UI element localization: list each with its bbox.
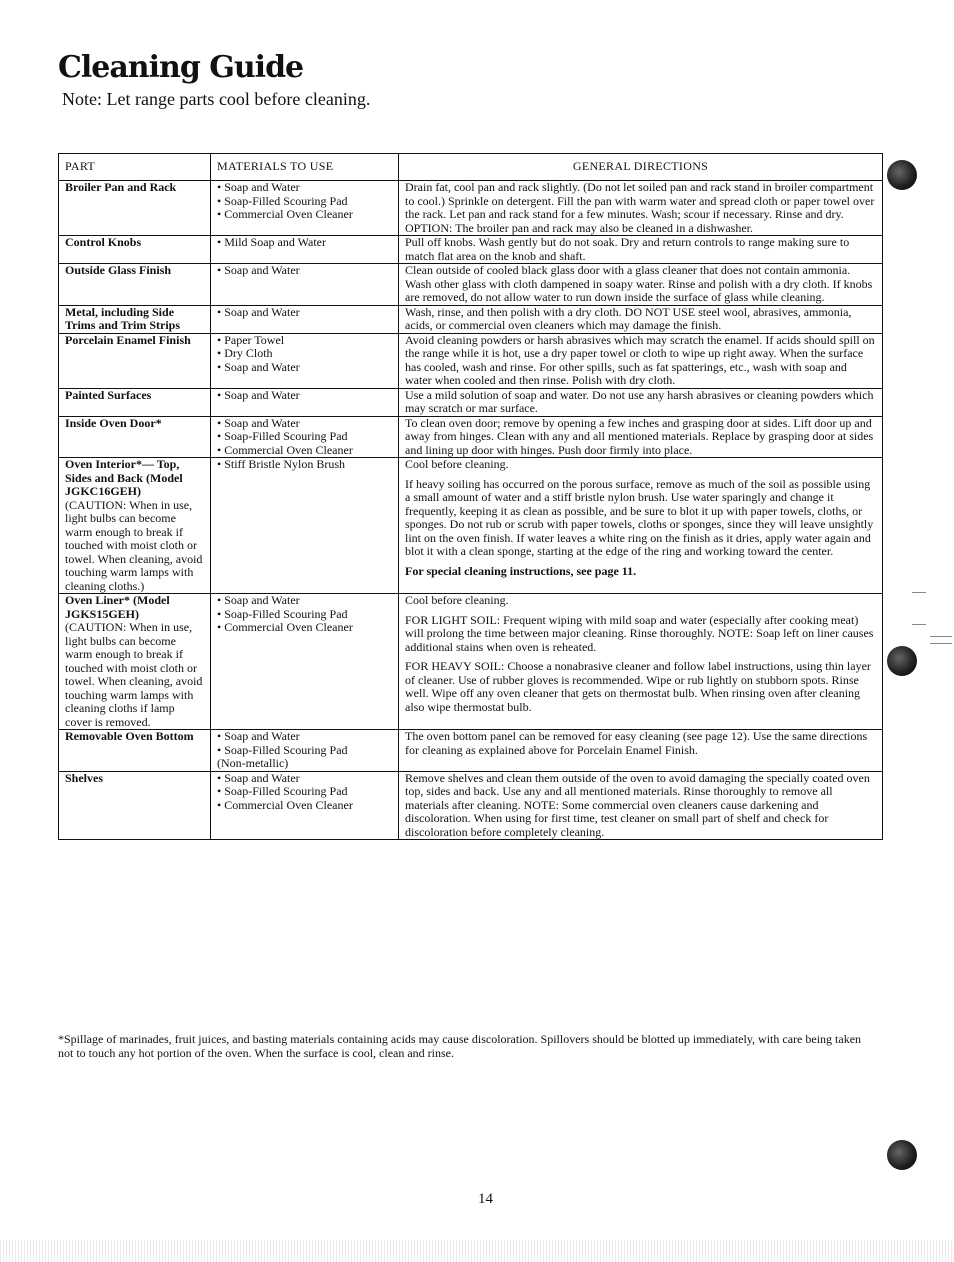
directions-cell: [399, 333, 883, 388]
header-materials: MATERIALS TO USE: [211, 154, 399, 181]
materials-cell: [211, 771, 399, 840]
material-item: • Mild Soap and Water: [217, 235, 326, 249]
part-name: Outside Glass Finish: [65, 263, 172, 277]
part-cell: [59, 264, 211, 306]
part-name: Painted Surfaces: [65, 387, 152, 402]
materials-cell: [211, 236, 399, 264]
part-name: Inside Oven Door*: [65, 415, 162, 430]
part-cell: [59, 181, 211, 236]
part-name: Control Knobs: [65, 235, 142, 249]
page-note: Note: Let range parts cool before cleaning.: [62, 89, 371, 109]
directions-cell: [399, 181, 883, 236]
direction-paragraph: If heavy soiling has occurred on the porous surface, remove as much of the soil as possible using a small amount of water and a stiff bristle nylon brush. Use water sparingly and change it frequently, keeping it as clean as possible, and be sure to blot it up with paper towels, cloths, or sponges. Do not rub or scrub with paper towels, cloths or sponges, since they will leave unsightly lint on the oven finish. If water leaves a white ring on the finish as it dries, apply water again and blot it with a clean sponge, starting at the edge of the ring and working toward the center.: [405, 476, 874, 558]
material-item: • Soap and Water: [217, 304, 300, 319]
part-caution: (CAUTION: When in use, light bulbs can become warm enough to break if touched with moist cloth or towel. When cleaning, avoid touching warm lamps with cleaning cloths if lamp cover is removed.: [65, 620, 203, 729]
table-body: [59, 181, 883, 840]
material-item: • Soap and Water: [217, 359, 300, 374]
directions-cell: [399, 305, 883, 333]
material-item: • Soap-Filled Scouring Pad: [217, 742, 348, 757]
directions-cell: [399, 458, 883, 594]
table-row: [59, 594, 883, 730]
material-item: • Commercial Oven Cleaner: [217, 620, 353, 634]
table-row: [59, 181, 883, 236]
binder-hole-bottom: [887, 1140, 917, 1170]
directions-cell: [399, 771, 883, 840]
material-item: • Commercial Oven Cleaner: [217, 797, 353, 812]
edge-mark: [912, 624, 926, 625]
materials-cell: [211, 458, 399, 594]
table-row: [59, 730, 883, 772]
direction-paragraph: Drain fat, cool pan and rack slightly. (Do not let soiled pan and rack stand in broiler compartment to cool.) Sprinkle on detergent. Fill the pan with warm water and spread cloth or paper towel over the rack. Let pan and rack stand for a few minutes. Wash; scour if necessary. Rinse and dry. OPTION: The broiler pan and rack may also be cleaned in a dishwasher.: [405, 180, 875, 235]
materials-cell: [211, 730, 399, 772]
material-item: • Soap-Filled Scouring Pad: [217, 429, 348, 443]
directions-cell: [399, 730, 883, 772]
part-name: Oven Liner* (Model JGKS15GEH): [65, 593, 170, 621]
material-item: • Stiff Bristle Nylon Brush: [217, 457, 345, 471]
materials-cell: [211, 388, 399, 416]
direction-paragraph: Use a mild solution of soap and water. Do not use any harsh abrasives or cleaning powders which may scratch or mar surface.: [405, 387, 874, 415]
part-name: Porcelain Enamel Finish: [65, 332, 191, 347]
scan-artifact-strip: [0, 1240, 954, 1262]
materials-cell: [211, 333, 399, 388]
material-item: • Soap and Water: [217, 729, 300, 743]
direction-paragraph: For special cleaning instructions, see page 11.: [405, 563, 637, 578]
direction-paragraph: Cool before cleaning.: [405, 457, 509, 471]
material-item: • Dry Cloth: [217, 346, 273, 360]
table-row: [59, 388, 883, 416]
directions-cell: [399, 416, 883, 458]
materials-cell: [211, 181, 399, 236]
direction-paragraph: Pull off knobs. Wash gently but do not soak. Dry and return controls to range making sure to match flat area on the knob and shaft.: [405, 235, 850, 263]
directions-cell: [399, 388, 883, 416]
part-caution: (CAUTION: When in use, light bulbs can become warm enough to break if touched with moist cloth or towel. When cleaning, avoid touching warm lamps with cleaning cloths.): [65, 497, 203, 593]
table-row: [59, 264, 883, 306]
direction-paragraph: Cool before cleaning.: [405, 593, 509, 607]
part-name: Oven Interior*— Top, Sides and Back (Model JGKC16GEH): [65, 457, 183, 498]
material-item: • Commercial Oven Cleaner: [217, 442, 353, 457]
table-row: [59, 458, 883, 594]
edge-mark: [912, 592, 926, 593]
direction-paragraph: Avoid cleaning powders or harsh abrasives which may scratch the enamel. If acids should spill on the range while it is hot, use a dry paper towel or cloth to wipe up right away. When the surface has cooled, wash and rinse. For other spills, such as fat spatterings, etc., wash with soap and water when cooled and then rinse. Polish with dry cloth.: [405, 332, 875, 387]
direction-paragraph: The oven bottom panel can be removed for easy cleaning (see page 12). Use the same directions for cleaning as explained above for Porcelain Enamel Finish.: [405, 729, 868, 757]
header-directions: GENERAL DIRECTIONS: [399, 154, 883, 181]
direction-paragraph: FOR HEAVY SOIL: Choose a nonabrasive cleaner and follow label instructions, using thin layer of cleaner. Use of rubber gloves is recommended. Wipe or rub lightly on stubborn spots. Rinse well. Wipe off any oven cleaner that gets on thermostat bulb. When rinsing oven after cleaning also wipe thermostat bulb.: [405, 659, 871, 714]
part-name: Broiler Pan and Rack: [65, 180, 177, 194]
cleaning-guide-table: [58, 153, 883, 840]
table-row: [59, 771, 883, 840]
part-cell: [59, 594, 211, 730]
material-item: • Soap-Filled Scouring Pad: [217, 193, 348, 208]
material-item: • Soap-Filled Scouring Pad: [217, 606, 348, 621]
table-row: [59, 333, 883, 388]
directions-cell: [399, 594, 883, 730]
table-row: [59, 305, 883, 333]
material-item: • Soap and Water: [217, 387, 300, 402]
part-cell: [59, 305, 211, 333]
page-number: 14: [478, 1191, 493, 1207]
material-item: • Commercial Oven Cleaner: [217, 207, 353, 221]
direction-paragraph: FOR LIGHT SOIL: Frequent wiping with mild soap and water (especially after cooking meat) will prolong the time between major cleaning. Rinse thoroughly. NOTE: Soap left on liner causes additional stains when oven is reheated.: [405, 612, 874, 654]
direction-paragraph: Clean outside of cooled black glass door with a glass cleaner that does not contain ammonia. Wash other glass with cloth dampened in soapy water. Rinse and polish with a dry cloth. If knobs are removed, do not allow water to run down inside the surface of glass while cleaning.: [405, 263, 873, 304]
directions-cell: [399, 264, 883, 306]
materials-cell: [211, 594, 399, 730]
materials-cell: [211, 305, 399, 333]
material-item: • Soap and Water: [217, 415, 300, 430]
materials-cell: [211, 416, 399, 458]
part-cell: [59, 730, 211, 772]
material-item: • Paper Towel: [217, 332, 285, 347]
part-cell: [59, 771, 211, 840]
material-item: • Soap and Water: [217, 593, 300, 607]
edge-mark: [930, 643, 952, 644]
part-cell: [59, 236, 211, 264]
header-part: PART: [59, 154, 211, 181]
edge-mark: [930, 636, 952, 637]
binder-hole-middle: [887, 646, 917, 676]
table-header-row: [59, 154, 883, 181]
binder-hole-top: [887, 160, 917, 190]
footnote: *Spillage of marinades, fruit juices, and basting materials containing acids may cause discoloration. Spillovers should be blotted up immediately, with care being taken not to touch any hot portion of the oven. When the surface is cool, clean and rinse.: [58, 1032, 862, 1060]
direction-paragraph: Remove shelves and clean them outside of the oven to avoid damaging the specially coated oven top, sides and back. Use any and all mentioned materials. Rinse thoroughly to remove all materials after cleaning. NOTE: Some commercial oven cleaners cause darkening and discoloration. When using for first time, test cleaner on small part of shelf and check for discoloration before completely cleaning.: [405, 770, 870, 839]
direction-paragraph: Wash, rinse, and then polish with a dry cloth. DO NOT USE steel wool, abrasives, ammonia, acids, or commercial oven cleaners which may damage the finish.: [405, 304, 852, 332]
page-title: Cleaning Guide: [58, 50, 304, 85]
part-name: Metal, including Side Trims and Trim Strips: [65, 304, 181, 332]
table-row: [59, 236, 883, 264]
material-item: (Non-metallic): [217, 756, 289, 770]
table-row: [59, 416, 883, 458]
part-name: Removable Oven Bottom: [65, 729, 194, 743]
directions-cell: [399, 236, 883, 264]
part-name: Shelves: [65, 770, 104, 785]
direction-paragraph: To clean oven door; remove by opening a few inches and grasping door at sides. Lift door up and away from hinges. Clean with any and all mentioned materials. Replace by grasping door at sides and lining up door with hinges. Push door firmly into place.: [405, 415, 874, 457]
material-item: • Soap-Filled Scouring Pad: [217, 784, 348, 798]
materials-cell: [211, 264, 399, 306]
part-cell: [59, 416, 211, 458]
material-item: • Soap and Water: [217, 263, 300, 277]
material-item: • Soap and Water: [217, 770, 300, 785]
material-item: • Soap and Water: [217, 180, 300, 194]
part-cell: [59, 458, 211, 594]
part-cell: [59, 333, 211, 388]
part-cell: [59, 388, 211, 416]
